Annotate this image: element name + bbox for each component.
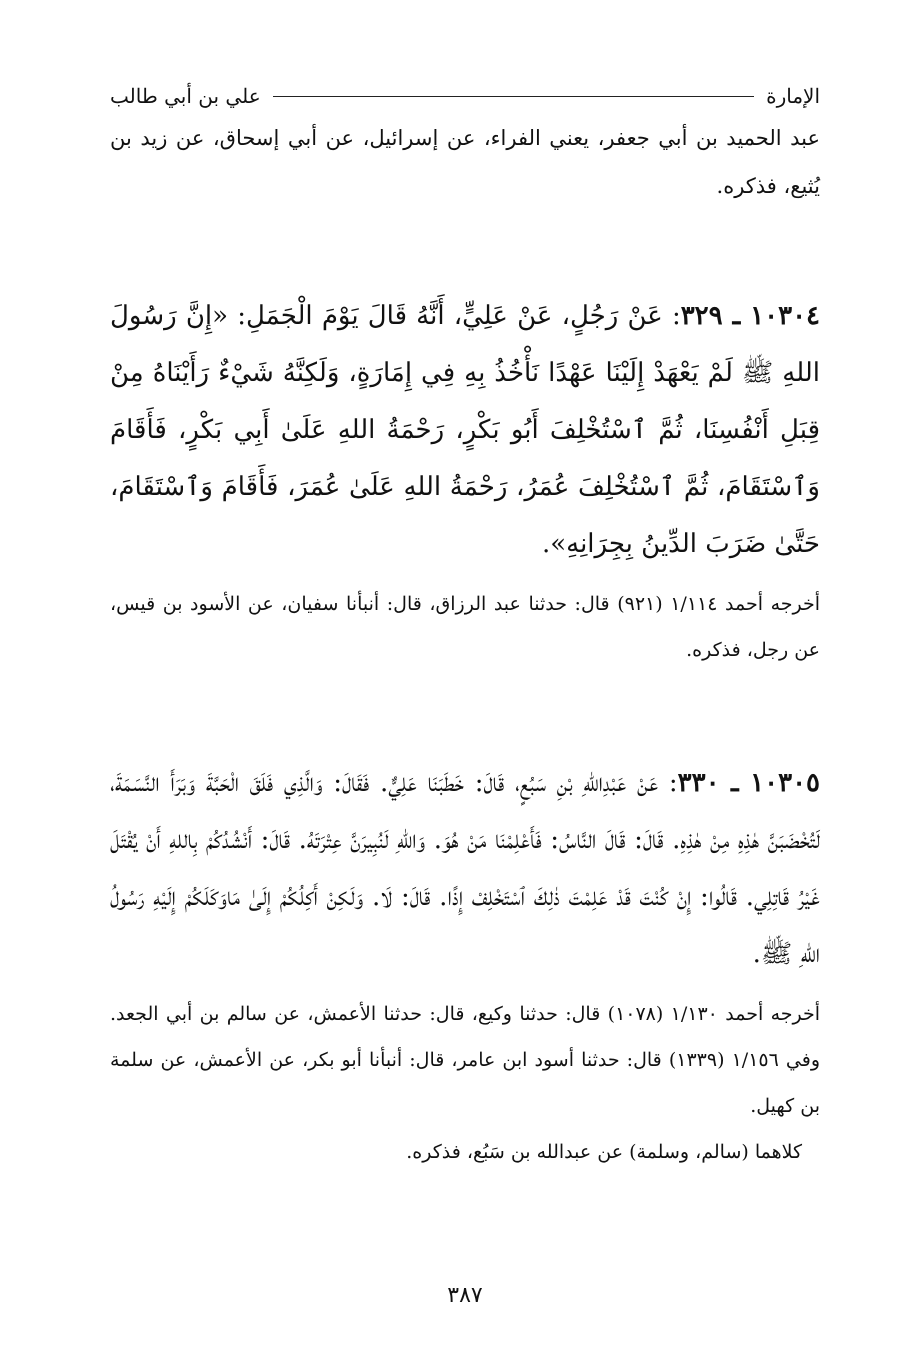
page-number: ٣٨٧ (447, 1283, 483, 1308)
takhrij-paragraph: أخرجه أحمد ١/١١٤ (٩٢١) قال: حدثنا عبد الرزاق، قال: أنبأنا سفيان، عن الأسود بن قيس، عن رجل، فذكره. (110, 593, 821, 661)
running-header (110, 78, 820, 114)
hadith-entry-10304 (110, 288, 820, 673)
hadith-number: ١٠٣٠٤ ـ ٣٢٩ (680, 301, 820, 331)
hadith-text (110, 755, 820, 983)
book-page (110, 78, 820, 1318)
header-chapter-title: علي بن أبي طالب (110, 84, 261, 108)
hadith-number: ١٠٣٠٥ ـ ٣٣٠ (677, 768, 820, 798)
takhrij-paragraph: أخرجه أحمد ١/١٣٠ (١٠٧٨) قال: حدثنا وكيع، قال: حدثنا الأعمش، عن سالم بن أبي الجعد. وفي ١/١٥٦ (١٣٣٩) قال: حدثنا أسود ابن عامر، قال: أنبأنا أبو بكر، عن الأعمش، عن سلمة بن كهيل. (110, 1003, 821, 1117)
takhrij-summary: كلاهما (سالم، وسلمة) عن عبدالله بن سَبُع، فذكره. (406, 1141, 802, 1163)
continuation-paragraph: عبد الحميد بن أبي جعفر، يعني الفراء، عن إسرائيل، عن أبي إسحاق، عن زيد بن يُثيع، فذكره. (110, 126, 820, 198)
header-section-title: الإمارة (766, 84, 820, 108)
hadith-text (110, 288, 820, 573)
hadith-body: : عَنْ رَجُلٍ، عَنْ عَلِيٍّ، أَنَّهُ قَالَ يَوْمَ الْجَمَلِ: «إِنَّ رَسُولَ اللهِ ﷺ لَمْ يَعْهَدْ إِلَيْنَا عَهْدًا نَأْخُذُ بِهِ فِي إِمَارَةٍ، وَلَكِنَّهُ شَيْءٌ رَأَيْنَاهُ مِنْ قِبَلِ أَنْفُسِنَا، ثُمَّ ٱسْتُخْلِفَ أَبُو بَكْرٍ، رَحْمَةُ اللهِ عَلَىٰ أَبِي بَكْرٍ، فَأَقَامَ وَٱسْتَقَامَ، ثُمَّ ٱسْتُخْلِفَ عُمَرُ، رَحْمَةُ اللهِ عَلَىٰ عُمَرَ، فَأَقَامَ وَٱسْتَقَامَ، حَتَّىٰ ضَرَبَ الدِّينُ بِجِرَانِهِ». (110, 301, 820, 559)
hadith-entry-10305 (110, 755, 820, 1175)
hadith-body: : عَنْ عَبْدِاللهِ بْنِ سَبُعٍ، قَالَ: خَطَبَنَا عَلِيٌّ. فَقَالَ: وَالَّذِي فَلَقَ الْحَبَّةَ وَبَرَأَ النَّسَمَةَ، لَتُخْضَبَنَّ هٰذِهِ مِنْ هٰذِهِ. قَالَ: قَالَ النَّاسُ: فَأَعْلِمْنَا مَنْ هُوَ. وَاللهِ لَنُبِيرَنَّ عِتْرَتَهُ. قَالَ: أَنْشُدُكُمْ بِاللهِ أَنْ يُقْتَلَ غَيْرُ قَاتِلِي. قَالُوا: إِنْ كُنْتَ قَدْ عَلِمْتَ ذٰلِكَ ٱسْتَخْلِفْ إِذًا. قَالَ: لَا. وَلَكِنْ أَكِلُكُمْ إِلَىٰ مَاوَكَلَكُمْ إِلَيْهِ رَسُولُ اللهِ ﷺ. (110, 768, 821, 969)
header-rule (273, 96, 754, 97)
